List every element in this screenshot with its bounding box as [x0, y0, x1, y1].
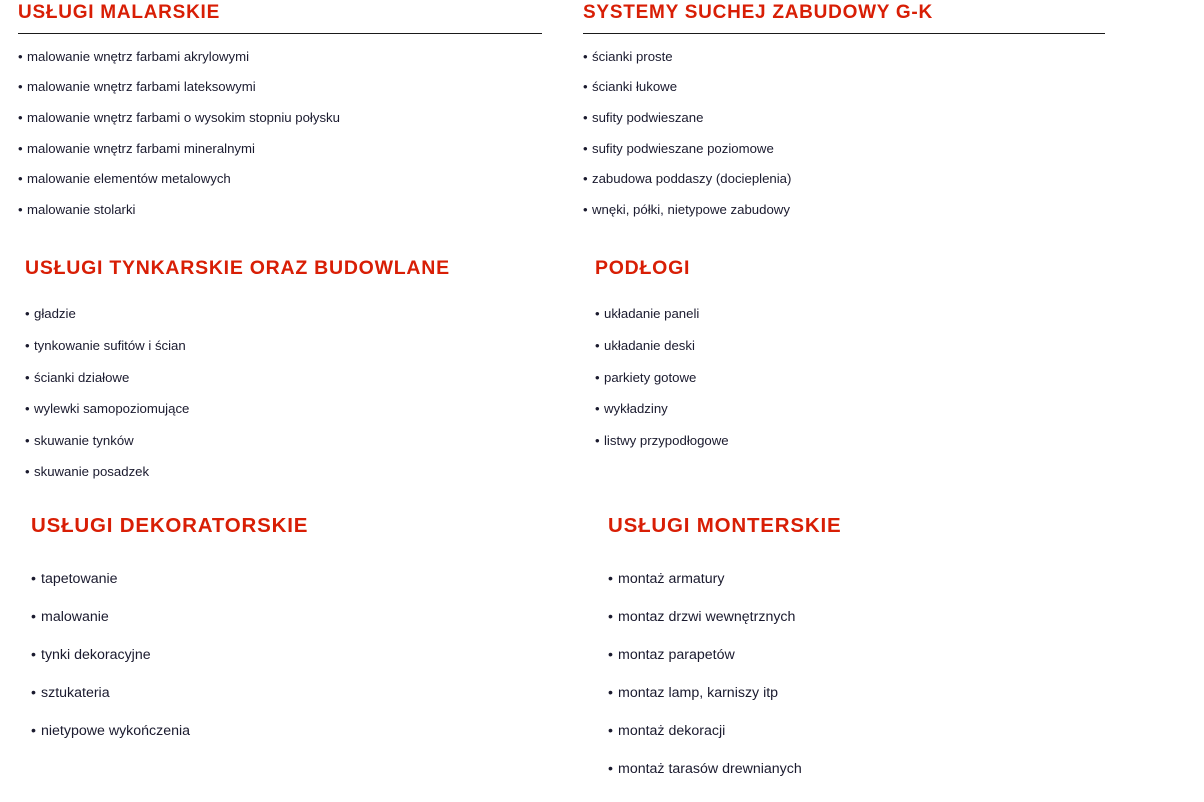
list-item — [583, 195, 1108, 226]
section-uslugi-tynkarskie-oraz-budowlane — [25, 258, 545, 488]
list-item-label: montaz lamp, karniszy itp — [618, 684, 779, 701]
bullet-icon: • — [18, 201, 23, 217]
section-podlogi — [595, 258, 1115, 456]
list-item-label: montaż tarasów drewnianych — [618, 760, 802, 777]
list-item — [595, 425, 1115, 457]
bullet-icon: • — [31, 570, 36, 587]
list-item-label: malowanie wnętrz farbami mineralnymi — [27, 140, 255, 156]
bullet-icon: • — [18, 171, 23, 187]
service-list — [18, 42, 548, 226]
bullet-icon: • — [18, 110, 23, 126]
bullet-icon: • — [583, 79, 588, 95]
section-title: USŁUGI DEKORATORSKIE — [31, 514, 309, 537]
list-item-label: ścianki łukowe — [592, 79, 678, 95]
list-item-label: malowanie wnętrz farbami lateksowymi — [27, 79, 256, 95]
list-item — [583, 72, 1108, 103]
bullet-icon: • — [25, 338, 30, 354]
section-title: SYSTEMY SUCHEJ ZABUDOWY G-K — [583, 2, 933, 23]
list-item-label: montaz parapetów — [618, 646, 735, 663]
section-title: USŁUGI MONTERSKIE — [608, 514, 842, 537]
bullet-icon: • — [583, 201, 588, 217]
bullet-icon: • — [595, 338, 600, 354]
list-item-label: skuwanie tynków — [34, 432, 134, 448]
list-item — [25, 393, 545, 425]
list-item — [18, 195, 548, 226]
service-list — [608, 560, 1128, 788]
list-item-label: malowanie — [41, 608, 109, 625]
bullet-icon: • — [608, 646, 613, 663]
list-item — [18, 134, 548, 165]
list-item-label: malowanie wnętrz farbami o wysokim stopniu połysku — [27, 110, 340, 126]
list-item — [608, 712, 1128, 750]
section-systemy-suchej-zabudowy-gk — [583, 3, 1108, 225]
bullet-icon: • — [595, 369, 600, 385]
service-list — [25, 298, 545, 488]
bullet-icon: • — [25, 369, 30, 385]
list-item — [583, 134, 1108, 165]
list-item — [25, 330, 545, 362]
bullet-icon: • — [31, 646, 36, 663]
list-item-label: tynki dekoracyjne — [41, 646, 151, 663]
list-item — [31, 560, 551, 598]
section-title: USŁUGI MALARSKIE — [18, 2, 220, 23]
list-item-label: sufity podwieszane poziomowe — [592, 140, 774, 156]
list-item-label: wykładziny — [604, 401, 668, 417]
list-item-label: wnęki, półki, nietypowe zabudowy — [592, 201, 790, 217]
list-item-label: układanie deski — [604, 338, 695, 354]
list-item-label: parkiety gotowe — [604, 369, 697, 385]
list-item-label: ścianki działowe — [34, 369, 130, 385]
bullet-icon: • — [595, 401, 600, 417]
list-item-label: montaż dekoracji — [618, 722, 726, 739]
bullet-icon: • — [608, 760, 613, 777]
bullet-icon: • — [608, 608, 613, 625]
bullet-icon: • — [595, 306, 600, 322]
list-item — [608, 750, 1128, 788]
list-item — [595, 330, 1115, 362]
section-uslugi-malarskie — [18, 3, 548, 225]
list-item — [25, 425, 545, 457]
list-item-label: malowanie stolarki — [27, 201, 136, 217]
list-item — [608, 598, 1128, 636]
list-item — [595, 298, 1115, 330]
bullet-icon: • — [595, 432, 600, 448]
list-item — [608, 674, 1128, 712]
list-item — [583, 103, 1108, 134]
list-item — [25, 362, 545, 394]
bullet-icon: • — [25, 401, 30, 417]
bullet-icon: • — [583, 48, 588, 64]
service-list — [583, 42, 1108, 226]
section-uslugi-monterskie — [608, 515, 1128, 788]
section-title: PODŁOGI — [595, 257, 691, 279]
list-item-label: montaz drzwi wewnętrznych — [618, 608, 796, 625]
list-item-label: tynkowanie sufitów i ścian — [34, 338, 186, 354]
bullet-icon: • — [25, 464, 30, 480]
list-item — [18, 42, 548, 73]
service-list — [595, 298, 1115, 456]
bullet-icon: • — [583, 140, 588, 156]
list-item-label: wylewki samopoziomujące — [34, 401, 190, 417]
list-item-label: układanie paneli — [604, 306, 700, 322]
list-item-label: nietypowe wykończenia — [41, 722, 191, 739]
service-list — [31, 560, 551, 750]
list-item — [608, 636, 1128, 674]
bullet-icon: • — [608, 570, 613, 587]
bullet-icon: • — [18, 48, 23, 64]
bullet-icon: • — [608, 684, 613, 701]
list-item — [25, 298, 545, 330]
list-item — [595, 393, 1115, 425]
list-item — [608, 560, 1128, 598]
list-item — [25, 456, 545, 488]
list-item — [31, 598, 551, 636]
bullet-icon: • — [25, 432, 30, 448]
list-item-label: sztukateria — [41, 684, 110, 701]
list-item — [31, 712, 551, 750]
list-item-label: zabudowa poddaszy (docieplenia) — [592, 171, 792, 187]
list-item-label: malowanie wnętrz farbami akrylowymi — [27, 48, 250, 64]
list-item — [583, 42, 1108, 73]
list-item-label: ścianki proste — [592, 48, 673, 64]
bullet-icon: • — [583, 171, 588, 187]
section-divider — [583, 33, 1105, 34]
list-item — [31, 636, 551, 674]
bullet-icon: • — [18, 140, 23, 156]
bullet-icon: • — [18, 79, 23, 95]
bullet-icon: • — [25, 306, 30, 322]
list-item — [583, 164, 1108, 195]
list-item-label: sufity podwieszane — [592, 110, 704, 126]
list-item-label: montaż armatury — [618, 570, 725, 587]
list-item — [18, 103, 548, 134]
list-item — [18, 72, 548, 103]
list-item — [595, 362, 1115, 394]
list-item-label: malowanie elementów metalowych — [27, 171, 231, 187]
list-item-label: tapetowanie — [41, 570, 118, 587]
list-item — [18, 164, 548, 195]
list-item — [31, 674, 551, 712]
section-divider — [18, 33, 542, 34]
bullet-icon: • — [583, 110, 588, 126]
list-item-label: gładzie — [34, 306, 76, 322]
bullet-icon: • — [31, 608, 36, 625]
bullet-icon: • — [608, 722, 613, 739]
bullet-icon: • — [31, 722, 36, 739]
section-uslugi-dekoratorskie — [31, 515, 551, 750]
section-title: USŁUGI TYNKARSKIE ORAZ BUDOWLANE — [25, 257, 450, 279]
list-item-label: skuwanie posadzek — [34, 464, 150, 480]
bullet-icon: • — [31, 684, 36, 701]
list-item-label: listwy przypodłogowe — [604, 432, 729, 448]
